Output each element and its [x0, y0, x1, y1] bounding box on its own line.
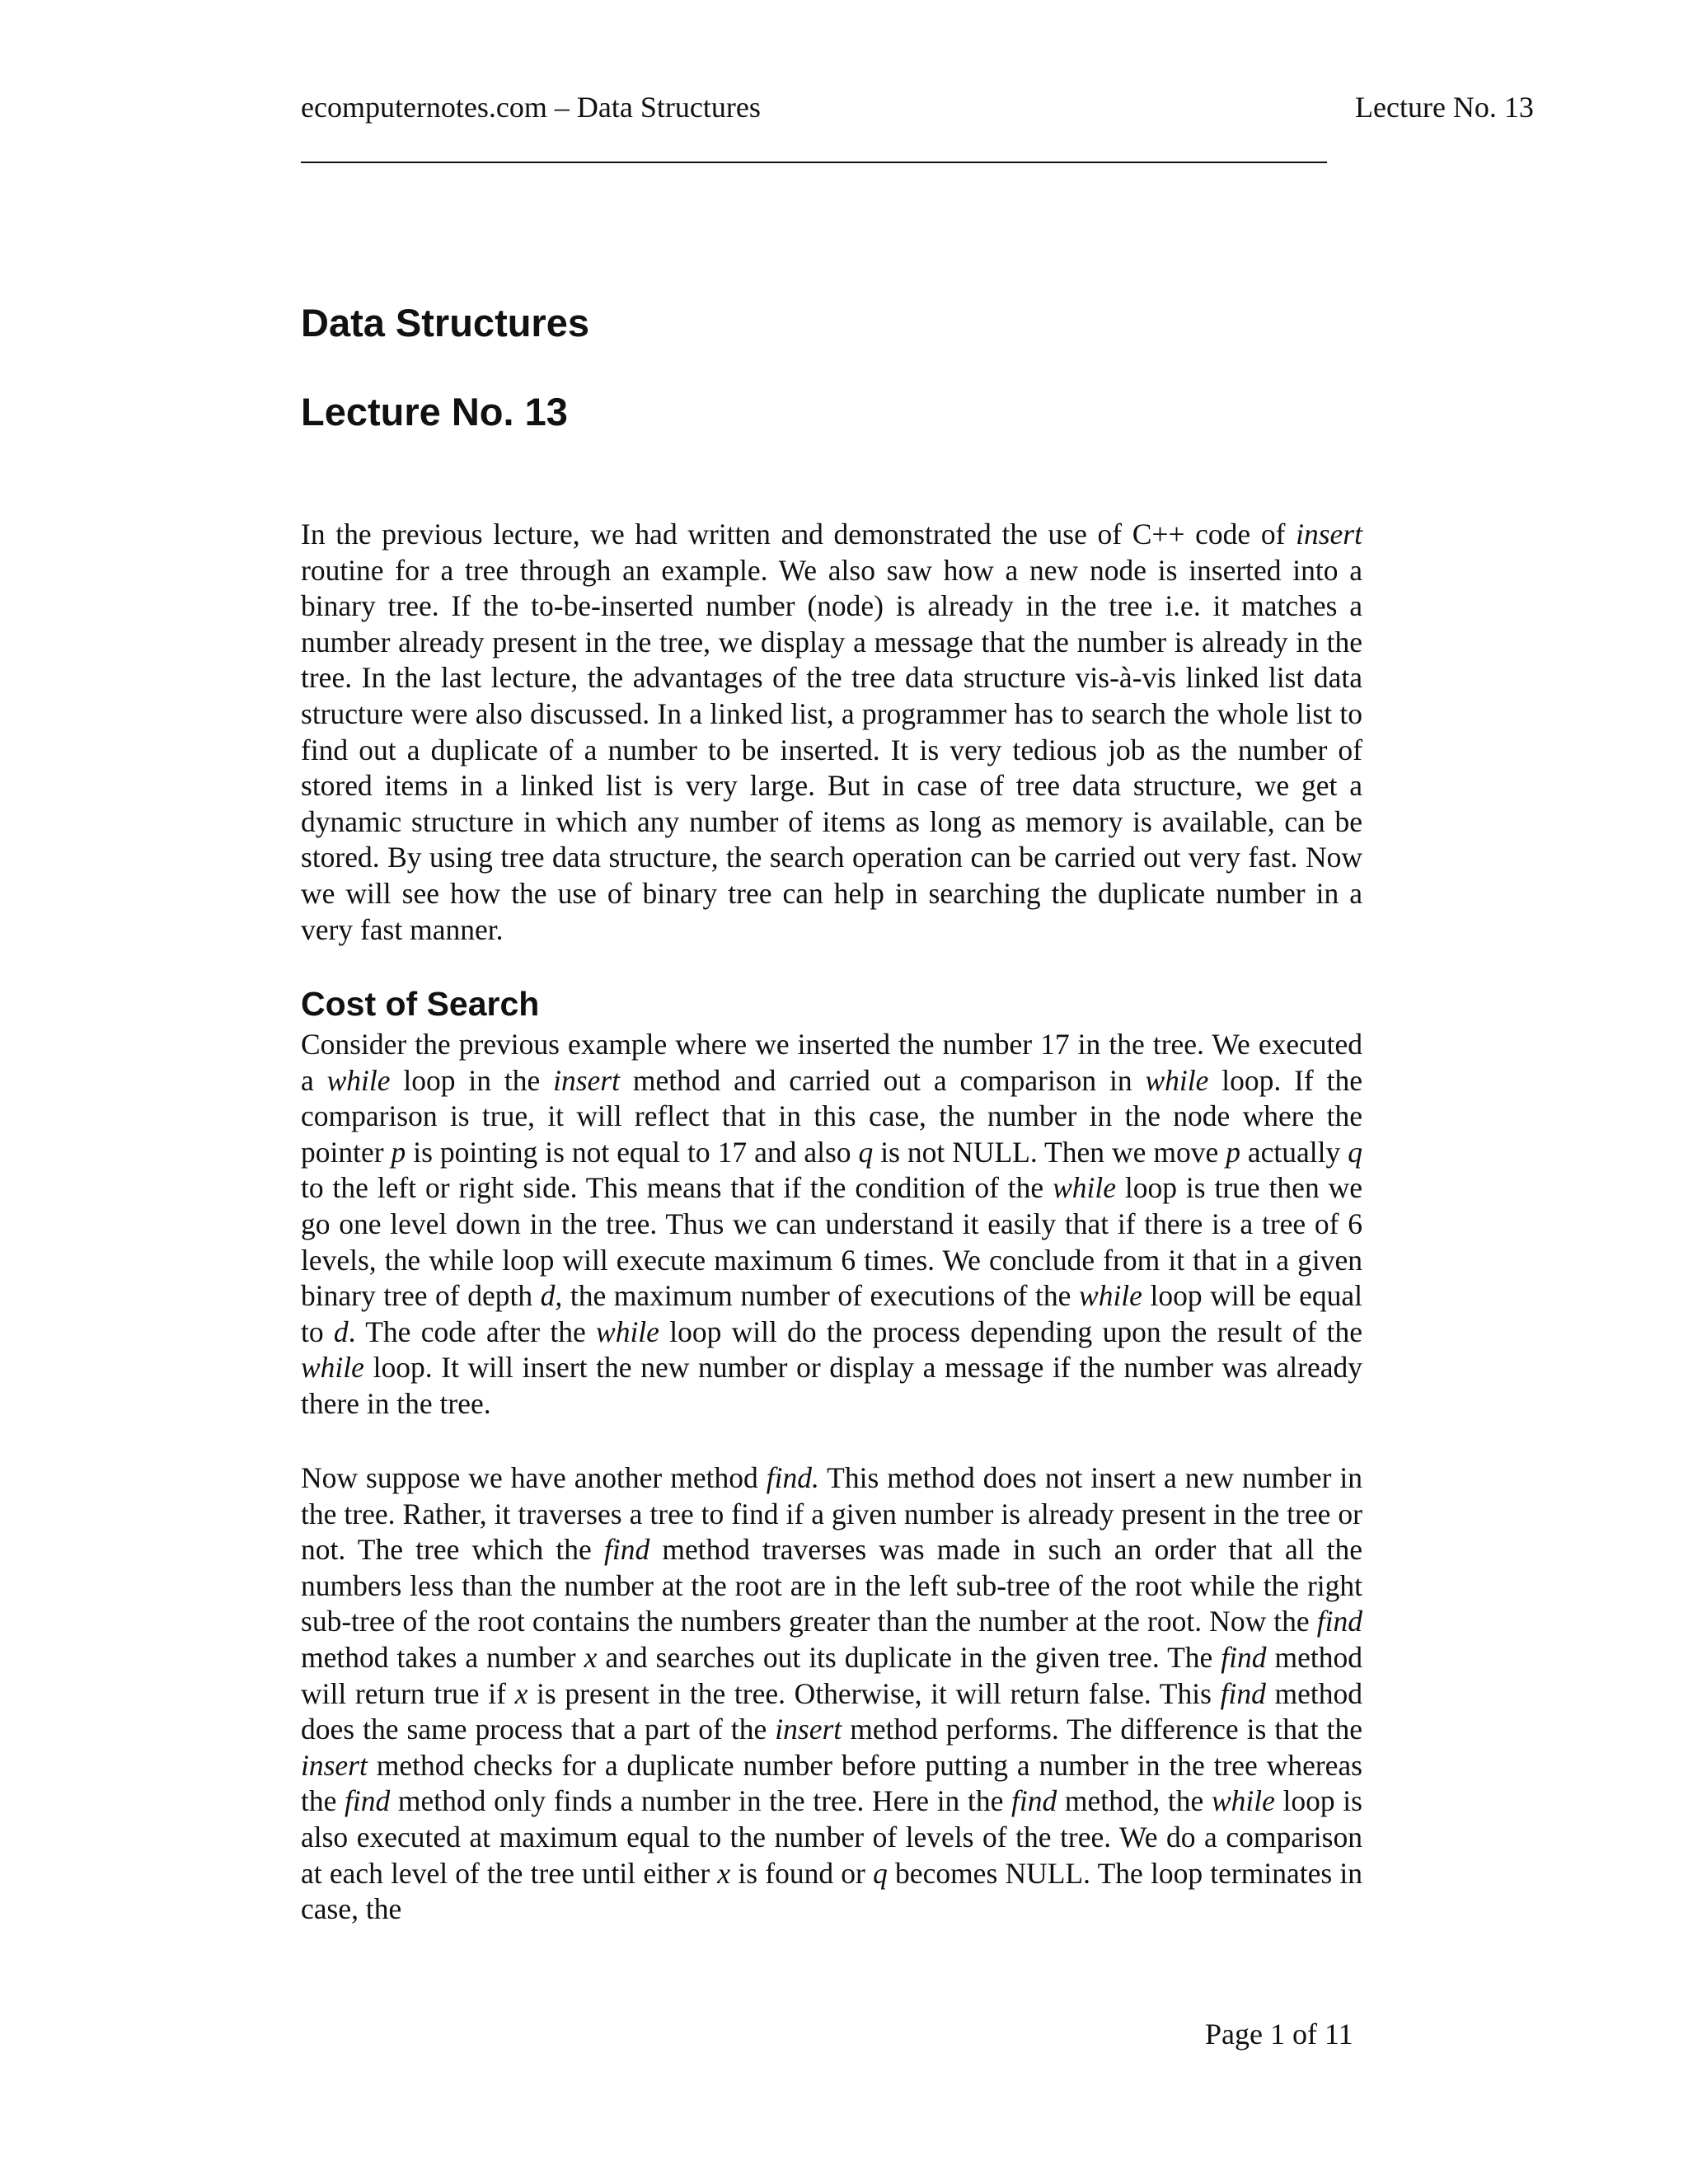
cost-of-search-paragraph: Consider the previous example where we inserted the number 17 in the tree. We executed a while loop in the insert method and carried out a comparison in while loop. If the comparison is true, it will reflect that in this case, the number in the node where the pointer p is pointing is not equal to 17 and also q is not NULL. Then we move p actually q to the left or right side. This means that if the condition of the while loop is true then we go one level down in the tree. Thus we can understand it easily that if there is a tree of 6 levels, the while loop will execute maximum 6 times. We conclude from it that in a given binary tree of depth d, the maximum number of executions of the while loop will be equal to d. The code after the while loop will do the process depending upon the result of the while loop. It will insert the new number or display a message if the number was already there in the tree.	[301, 1028, 1362, 1420]
page-number: Page 1 of 11	[1205, 2018, 1353, 2050]
section-heading-cost-of-search: Cost of Search	[301, 985, 540, 1023]
header-divider	[301, 162, 1327, 163]
intro-paragraph: In the previous lecture, we had written and demonstrated the use of C++ code of insert routine for a tree through an example. We also saw how a new node is inserted into a binary tree. If the to-be-inserted number (node) is already in the tree i.e. it matches a number already present in the tree, we display a message that the number is already in the tree. In the last lecture, the advantages of the tree data structure vis-à-vis linked list data structure were also discussed. In a linked list, a programmer has to search the whole list to find out a duplicate of a number to be inserted. It is very tedious job as the number of stored items in a linked list is very large. But in case of tree data structure, we get a dynamic structure in which any number of items as long as memory is available, can be stored. By using tree data structure, the search operation can be carried out very fast. Now we will see how the use of binary tree can help in searching the duplicate number in a very fast manner.	[301, 518, 1362, 946]
find-method-paragraph: Now suppose we have another method find. This method does not insert a new number in the tree. Rather, it traverses a tree to find if a given number is already present in the tree or not. The tree which the find method traverses was made in such an order that all the numbers less than the number at the root are in the left sub-tree of the root while the right sub-tree of the root contains the numbers greater than the number at the root. Now the find method takes a number x and searches out its duplicate in the given tree. The find method will return true if x is present in the tree. Otherwise, it will return false. This find method does the same process that a part of the insert method performs. The difference is that the insert method checks for a duplicate number before putting a number in the tree whereas the find method only finds a number in the tree. Here in the find method, the while loop is also executed at maximum equal to the number of levels of the tree. We do a comparison at each level of the tree until either x is found or q becomes NULL. The loop terminates in case, the	[301, 1461, 1363, 1926]
lecture-title: Lecture No. 13	[301, 390, 568, 434]
running-header-site-title: ecomputernotes.com – Data Structures	[301, 91, 761, 124]
document-title: Data Structures	[301, 301, 589, 344]
running-header-lecture-number: Lecture No. 13	[1355, 91, 1534, 124]
